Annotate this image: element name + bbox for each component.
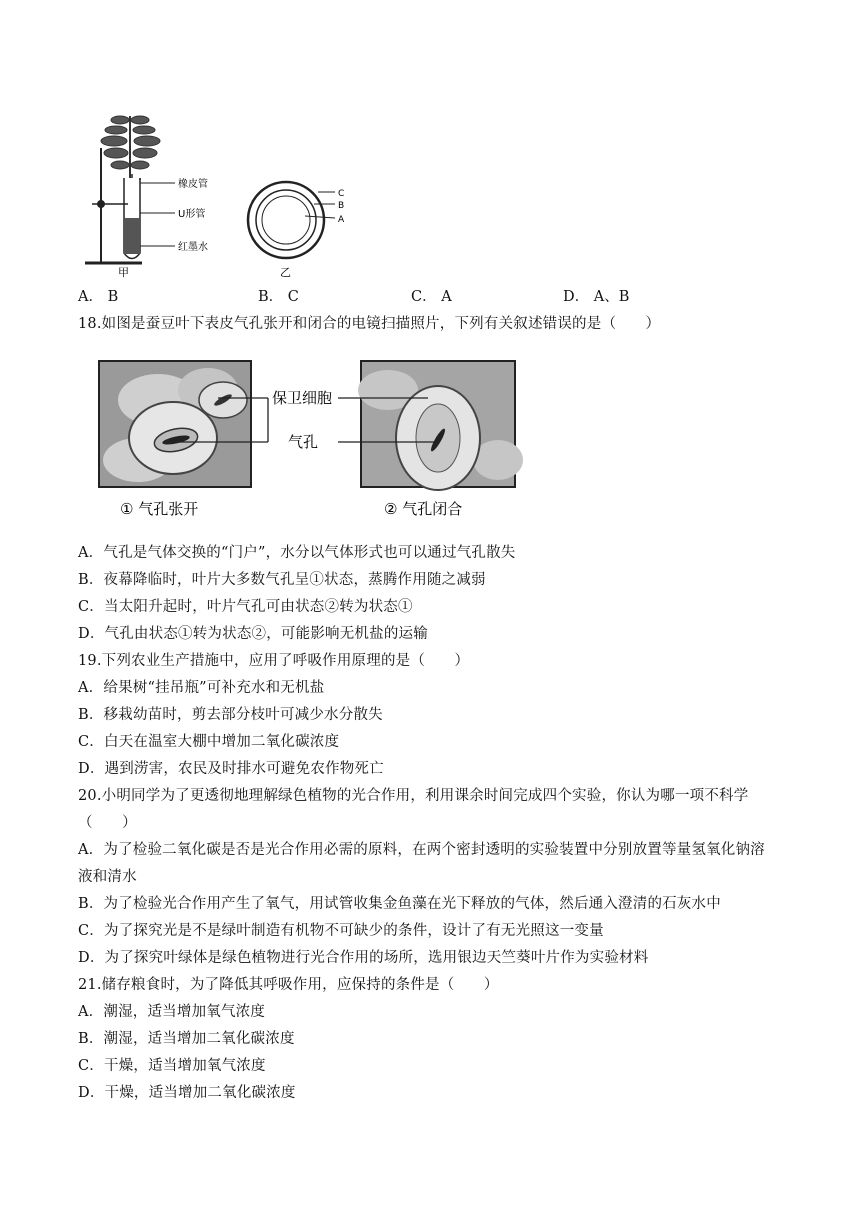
label-b: B: [338, 201, 345, 211]
q20-stem-line1: 20.小明同学为了更透彻地理解绿色植物的光合作用，利用课余时间完成四个实验，你认为哪一项不科学: [78, 788, 749, 804]
label-a: A: [338, 215, 345, 225]
caption-yi: 乙: [280, 266, 291, 279]
q17-option-b: B． C: [258, 289, 299, 305]
q20-option-a-cont: 液和清水: [78, 869, 137, 885]
q19-stem: 19.下列农业生产措施中，应用了呼吸作用原理的是（ ）: [78, 653, 470, 669]
q19-option-b: B．移栽幼苗时，剪去部分枝叶可减少水分散失: [78, 707, 383, 723]
q21-stem: 21.储存粮食时，为了降低其呼吸作用，应保持的条件是（ ）: [78, 977, 499, 993]
q20-option-d: D．为了探究叶绿体是绿色植物进行光合作用的场所，选用银边天竺葵叶片作为实验材料: [78, 950, 649, 966]
plant-drawing: [101, 116, 160, 178]
label-rubber-tube: 橡皮管: [178, 179, 208, 190]
q21-option-d: D．干燥，适当增加二氧化碳浓度: [78, 1085, 296, 1101]
caption-jia: 甲: [118, 266, 129, 279]
q18-option-b: B．夜幕降临时，叶片大多数气孔呈①状态，蒸腾作用随之减弱: [78, 572, 486, 588]
stomata-figure: [98, 360, 533, 525]
q17-option-c: C． A: [411, 289, 452, 305]
q20-option-a: A．为了检验二氧化碳是否是光合作用必需的原料，在两个密封透明的实验装置中分别放置等量氢氧化钠溶: [78, 842, 765, 858]
photo-closed-stoma: [358, 361, 523, 490]
q21-option-a: A．潮湿，适当增加氧气浓度: [78, 1004, 266, 1020]
q21-option-b: B．潮湿，适当增加二氧化碳浓度: [78, 1031, 295, 1047]
q19-option-a: A．给果树“挂吊瓶”可补充水和无机盐: [78, 680, 325, 696]
stem-cross-section-drawing: [248, 182, 335, 258]
label-guard-cell: 保卫细胞: [272, 389, 333, 407]
q20-option-b: B．为了检验光合作用产生了氧气，用试管收集金鱼藻在光下释放的气体，然后通入澄清的石灰水中: [78, 896, 721, 912]
u-tube-drawing: [124, 174, 175, 259]
label-u-tube: U形管: [178, 209, 206, 220]
q21-option-c: C．干燥，适当增加氧气浓度: [78, 1058, 266, 1074]
q17-option-d: D． A、B: [563, 289, 630, 305]
q18-option-a: A．气孔是气体交换的“门户”，水分以气体形式也可以通过气孔散失: [78, 545, 516, 561]
caption-stoma-closed: ② 气孔闭合: [384, 500, 463, 518]
photo-open-stoma: [99, 361, 251, 487]
q17-option-a: A． B: [78, 289, 119, 305]
q18-option-c: C．当太阳升起时，叶片气孔可由状态②转为状态①: [78, 599, 413, 615]
caption-stoma-open: ① 气孔张开: [120, 500, 199, 518]
q19-option-d: D．遇到涝害，农民及时排水可避免农作物死亡: [78, 761, 384, 777]
q20-stem-line2: （ ）: [78, 815, 137, 831]
q20-option-c: C．为了探究光是不是绿叶制造有机物不可缺少的条件，设计了有无光照这一变量: [78, 923, 604, 939]
label-red-ink: 红墨水: [178, 242, 208, 253]
q19-option-c: C．白天在温室大棚中增加二氧化碳浓度: [78, 734, 340, 750]
label-stoma: 气孔: [288, 433, 319, 451]
q18-option-d: D．气孔由状态①转为状态②，可能影响无机盐的运输: [78, 626, 428, 642]
q18-stem: 18.如图是蚕豆叶下表皮气孔张开和闭合的电镜扫描照片，下列有关叙述错误的是（ ）: [78, 316, 661, 332]
label-c: C: [338, 189, 345, 199]
apparatus-figure: [80, 108, 380, 280]
